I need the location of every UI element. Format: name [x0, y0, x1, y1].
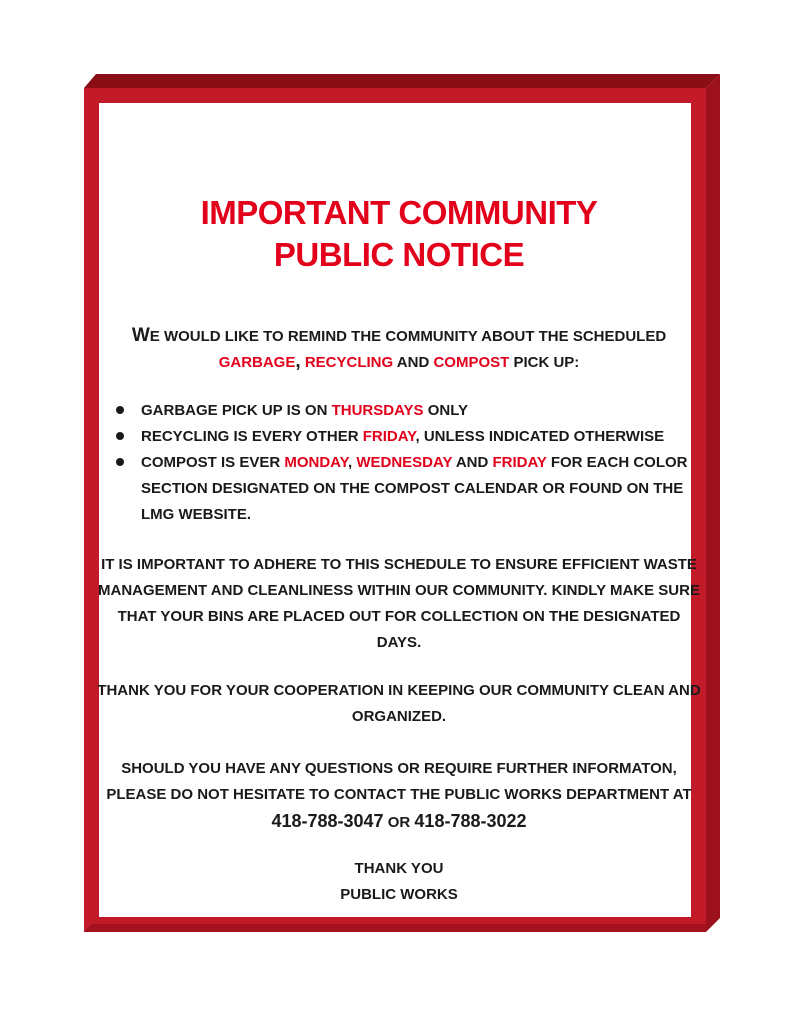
- schedule-list: [111, 398, 691, 528]
- frame-top-bevel: [84, 74, 720, 88]
- bullet-highlight: FRIDAY: [362, 428, 416, 445]
- bullet-text: RECYCLING IS EVERY OTHER: [141, 428, 363, 445]
- title-line-2: PUBLIC NOTICE: [273, 236, 525, 273]
- intro-line-1: E WOULD LIKE TO REMIND THE COMMUNITY ABOUT THE SCHEDULED: [149, 328, 667, 345]
- bullet-highlight-monday: MONDAY: [284, 454, 348, 471]
- title-line-1: IMPORTANT COMMUNITY: [200, 194, 598, 231]
- intro-garbage: GARBAGE: [218, 354, 296, 371]
- list-item-recycling: [111, 424, 691, 450]
- bullet-separator: ,: [348, 454, 357, 471]
- intro-comma: ,: [295, 351, 301, 372]
- bullet-text: AND: [452, 454, 493, 471]
- contact-paragraph: [96, 756, 702, 836]
- list-item-garbage: [111, 398, 691, 424]
- contact-text: SHOULD YOU HAVE ANY QUESTIONS OR REQUIRE FURTHER INFORMATON, PLEASE DO NOT HESITATE TO CONTACT THE PUBLIC WORKS DEPARTMENT AT: [106, 760, 692, 803]
- frame-bottom-shade: [84, 924, 706, 932]
- bullet-text: COMPOST IS EVER: [141, 454, 285, 471]
- bullet-text: GARBAGE PICK UP IS ON: [141, 402, 332, 419]
- intro-compost: COMPOST: [433, 354, 510, 371]
- intro-text: [96, 323, 702, 375]
- signature-text: PUBLIC WORKS: [340, 886, 458, 903]
- bullet-text: ONLY: [423, 402, 469, 419]
- signoff: [96, 856, 702, 908]
- thank-you-text: THANK YOU: [354, 860, 444, 877]
- bullet-highlight: THURSDAYS: [331, 402, 424, 419]
- thanks-paragraph: THANK YOU FOR YOUR COOPERATION IN KEEPING OUR COMMUNITY CLEAN AND ORGANIZED.: [97, 682, 701, 725]
- intro-recycling: RECYCLING: [304, 354, 394, 371]
- intro-drop-letter: W: [131, 325, 150, 346]
- intro-and: AND: [396, 354, 430, 371]
- phone-number-1: 418-788-3047: [271, 811, 384, 831]
- frame-right-bevel: [706, 74, 720, 932]
- bullet-highlight-wednesday: WEDNESDAY: [356, 454, 453, 471]
- notice-title: [96, 192, 702, 276]
- bullet-icon: [116, 432, 124, 440]
- intro-end: PICK UP:: [513, 354, 580, 371]
- bullet-icon: [116, 458, 124, 466]
- bullet-highlight-friday: FRIDAY: [492, 454, 547, 471]
- schedule-paragraph: IT IS IMPORTANT TO ADHERE TO THIS SCHEDULE TO ENSURE EFFICIENT WASTE MANAGEMENT AND CLEANLINESS WITHIN OUR COMMUNITY. KINDLY MAKE SURE THAT YOUR BINS ARE PLACED OUT FOR COLLECTION ON THE DESIGNATED DAYS.: [98, 556, 700, 651]
- bullet-icon: [116, 406, 124, 414]
- list-item-compost: [111, 450, 691, 528]
- phone-or: OR: [387, 814, 411, 831]
- bullet-text: , UNLESS INDICATED OTHERWISE: [415, 428, 665, 445]
- phone-number-2: 418-788-3022: [414, 811, 527, 831]
- bullet-text: FOR EACH COLOR SECTION DESIGNATED ON THE COMPOST CALENDAR OR FOUND ON THE LMG WEBSITE.: [141, 454, 688, 523]
